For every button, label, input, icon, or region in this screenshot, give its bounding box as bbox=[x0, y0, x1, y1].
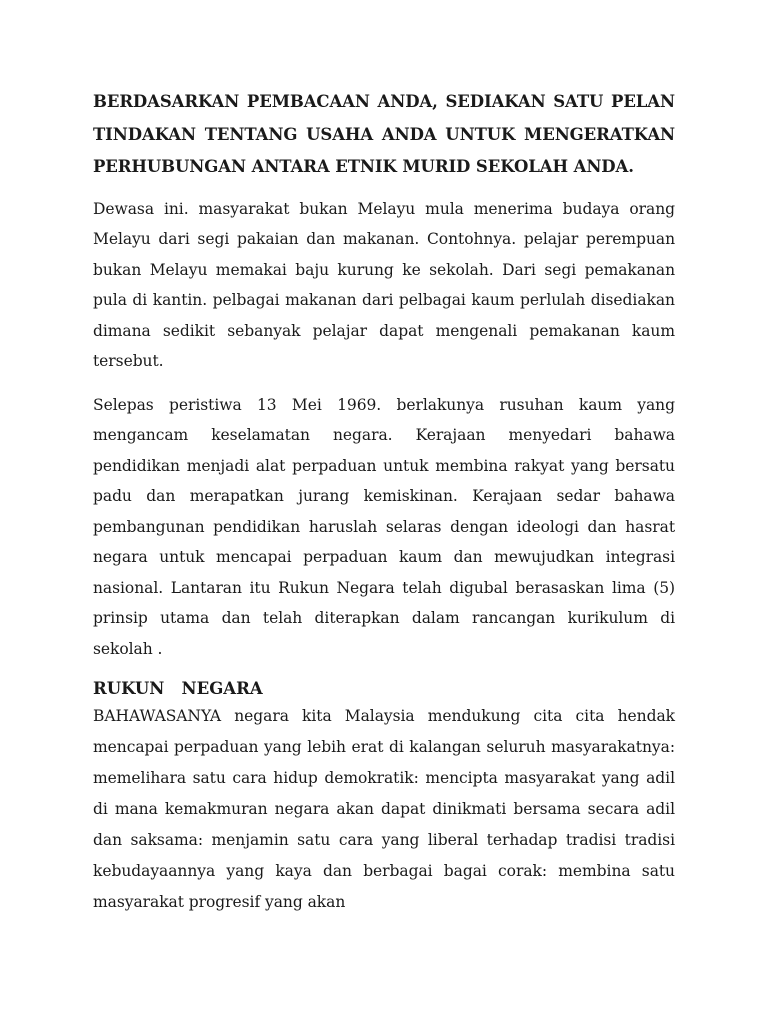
document-page bbox=[93, 86, 675, 931]
paragraph-rukun-negara: BAHAWASANYA negara kita Malaysia mendukung cita cita hendak mencapai perpaduan yang lebih erat di kalangan seluruh masyarakatnya: memelihara satu cara hidup demokratik: mencipta masyarakat yang adil di mana kemakmuran negara akan dapat dinikmati bersama secara adil dan saksama: menjamin satu cara yang liberal terhadap tradisi tradisi kebudayaannya yang kaya dan berbagai bagai corak: membina satu masyarakat progresif yang akan bbox=[93, 707, 675, 911]
paragraph-intro: Dewasa ini. masyarakat bukan Melayu mula menerima budaya orang Melayu dari segi pakaian dan makanan. Contohnya. pelajar perempuan bukan Melayu memakai baju kurung ke sekolah. Dari segi pemakanan pula di kantin. pelbagai makanan dari pelbagai kaum perlulah disediakan dimana sedikit sebanyak pelajar dapat mengenali pemakanan kaum tersebut. bbox=[93, 199, 675, 370]
document-heading: BERDASARKAN PEMBACAAN ANDA, SEDIAKAN SATU PELAN TINDAKAN TENTANG USAHA ANDA UNTUK MENGERATKAN PERHUBUNGAN ANTARA ETNIK MURID SEKOLAH ANDA. bbox=[93, 92, 675, 176]
section-title-rukun-negara: RUKUN NEGARA bbox=[93, 679, 263, 698]
paragraph-history: Selepas peristiwa 13 Mei 1969. berlakunya rusuhan kaum yang mengancam keselamatan negara. Kerajaan menyedari bahawa pendidikan menjadi alat perpaduan untuk membina rakyat yang bersatu padu dan merapatkan jurang kemiskinan. Kerajaan sedar bahawa pembangunan pendidikan haruslah selaras dengan ideologi dan hasrat negara untuk mencapai perpaduan kaum dan mewujudkan integrasi nasional. Lantaran itu Rukun Negara telah digubal berasaskan lima (5) prinsip utama dan telah diterapkan dalam rancangan kurikulum di sekolah . bbox=[93, 395, 675, 658]
